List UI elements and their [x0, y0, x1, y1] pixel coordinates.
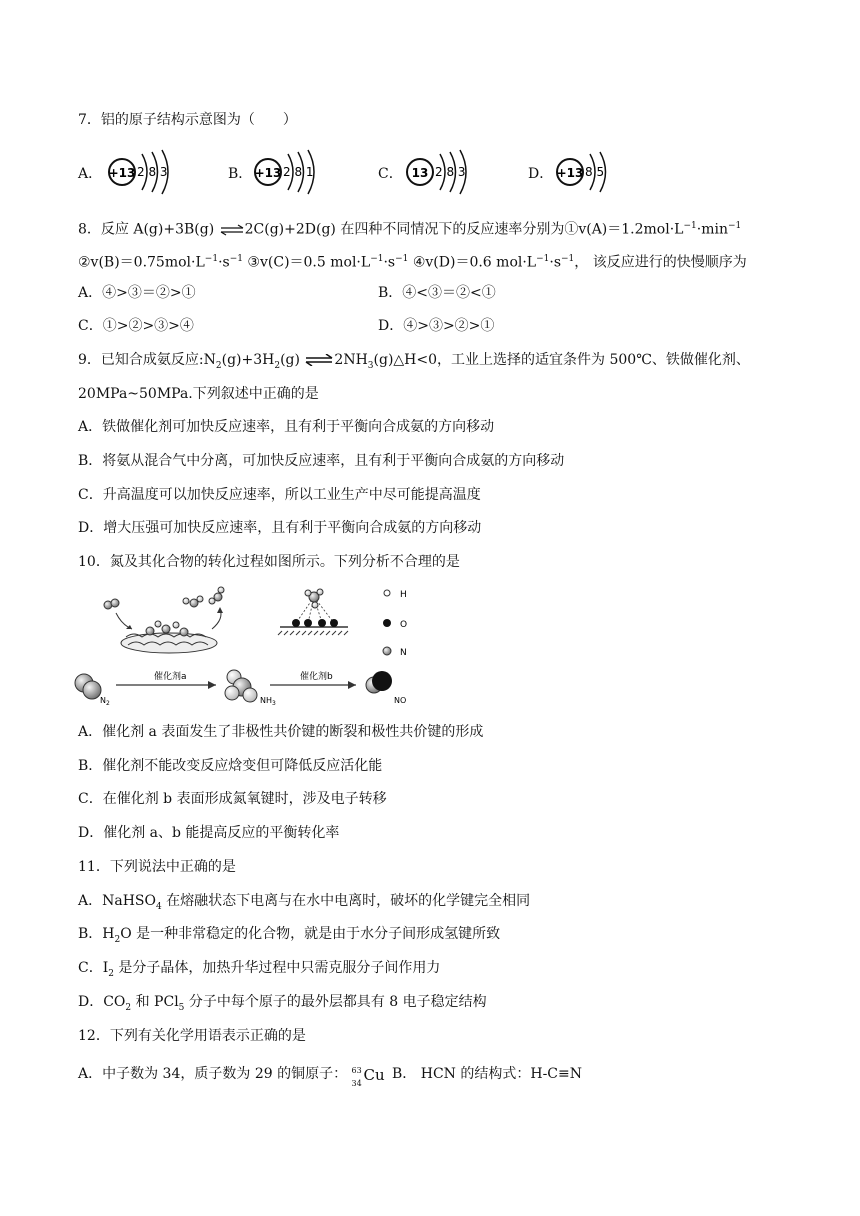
- q8-rate3: ③v(C)＝0.5 mol·L: [242, 254, 371, 271]
- catalyst-b-surface: [278, 589, 348, 635]
- q8-unit: ·s: [383, 254, 396, 271]
- q8-min: ·min: [696, 221, 728, 238]
- outgoing-molecules: [183, 587, 224, 629]
- arrow-b-head: [348, 681, 356, 689]
- svg-text:NH3: [260, 696, 276, 707]
- catalyst-b-label: 催化剂b: [300, 672, 333, 682]
- q9-sub: 2: [274, 360, 281, 371]
- atom-a-nucleus: +13: [108, 166, 136, 180]
- q8-option-c: C．①>②>③>④: [78, 318, 194, 334]
- q9-stem-line1: [78, 350, 750, 376]
- legend: [383, 590, 407, 658]
- q8-question: ， 该反应进行的快慢顺序为: [574, 254, 747, 271]
- q8-exp: −1: [727, 221, 742, 231]
- atom-b-nucleus: +13: [254, 166, 282, 180]
- n2-label: N: [100, 696, 106, 705]
- atom-c-shells: 2 8 3: [435, 165, 466, 179]
- no-molecule: [366, 671, 406, 705]
- incoming-molecules: [104, 599, 132, 629]
- q9-option-a: A．铁做催化剂可加快反应速率，且有利于平衡向合成氨的方向移动: [78, 419, 495, 435]
- q9-text: (g)△H<0，工业上选择的适宜条件为 500℃、铁做催化剂、: [373, 352, 750, 368]
- q9-option-b: B．将氨从混合气中分离，可加快反应速率，且有利于平衡向合成氨的方向移动: [78, 453, 565, 469]
- atom-a-shells: 2 8 3: [137, 165, 168, 179]
- q7-option-a: [78, 146, 188, 196]
- q12-option-b: B． HCN 的结构式：H-C≡N: [392, 1066, 582, 1082]
- q7-option-b: [228, 146, 338, 196]
- q8-unit: ·s: [549, 254, 562, 271]
- no-label: NO: [394, 696, 407, 705]
- q11-stem: 11．下列说法中正确的是: [78, 859, 236, 875]
- q7-option-b-label: B．: [228, 166, 253, 182]
- q8-exp: −1: [536, 254, 550, 264]
- q8-option-a: A．④>③＝②>①: [78, 285, 196, 301]
- catalyst-a-label: 催化剂a: [154, 672, 187, 682]
- q8-reactants: 8．反应 A(g)+3B(g): [78, 221, 215, 238]
- nitrogen-conversion-diagram: [74, 585, 434, 710]
- equilibrium-arrow-icon: [219, 224, 245, 236]
- nh3-molecule: [225, 670, 276, 707]
- q9-option-d: D．增大压强可加快反应速率，且有利于平衡向合成氨的方向移动: [78, 520, 482, 536]
- q7-option-d: [528, 146, 638, 196]
- q12-option-a: A．中子数为 34，质子数为 29 的铜原子：: [78, 1066, 348, 1082]
- q9-stem-line2: 20MPa~50MPa.下列叙述中正确的是: [78, 386, 319, 402]
- legend-h-label: H: [400, 590, 407, 600]
- q9-text: 2NH: [334, 352, 368, 368]
- q10-option-a: A．催化剂 a 表面发生了非极性共价键的断裂和极性共价键的形成: [78, 724, 484, 740]
- q10-option-d: D．催化剂 a、b 能提高反应的平衡转化率: [78, 825, 340, 841]
- q9-text: (g): [280, 352, 300, 368]
- q8-products-and-rate1: 2C(g)+2D(g) 在四种不同情况下的反应速率分别为①v(A)＝1.2mol·L: [244, 221, 684, 238]
- q10-option-c: C．在催化剂 b 表面形成氮氧键时，涉及电子转移: [78, 791, 387, 807]
- q11-option-d: D．$CO_2$ 和 PCl$_5$ 分子中每个原子的最外层都具有 8 电子稳定结构: [78, 994, 487, 1013]
- atom-diagram-d: [554, 146, 634, 196]
- q9-sub: 2: [215, 360, 222, 371]
- q9-option-c: C．升高温度可以加快反应速率，所以工业生产中尽可能提高温度: [78, 487, 481, 503]
- q7-option-a-label: A．: [78, 166, 103, 182]
- q8-exp: −1: [683, 221, 697, 231]
- q8-exp: −1: [204, 254, 219, 264]
- nh3-subscript: 3: [272, 700, 276, 707]
- q9-sub: 3: [367, 360, 374, 371]
- q8-exp: −1: [395, 254, 409, 264]
- q8-option-d: D．④>③>②>①: [378, 318, 495, 334]
- q7-stem: 7．铝的原子结构示意图为（ ）: [78, 112, 297, 128]
- q8-rate2: ②v(B)＝0.75mol·L: [78, 254, 205, 271]
- q11-option-a: A．NaHSO$_4$ 在熔融状态下电离与在水中电离时，破坏的化学键完全相同: [78, 893, 531, 912]
- q7-option-c: [378, 146, 488, 196]
- q12-stem: 12．下列有关化学用语表示正确的是: [78, 1028, 306, 1044]
- q8-rate4: ④v(D)＝0.6 mol·L: [408, 254, 537, 271]
- isotope-mass-number: 63: [351, 1066, 362, 1075]
- legend-o-label: O: [400, 620, 408, 630]
- q8-exp: −1: [561, 254, 575, 264]
- q10-stem: 10．氮及其化合物的转化过程如图所示。下列分析不合理的是: [78, 554, 460, 570]
- atom-diagram-c: [404, 146, 484, 196]
- q8-stem-line2: [78, 249, 747, 273]
- q8-exp: −1: [370, 254, 384, 264]
- atom-diagram-b: [252, 146, 332, 196]
- q10-option-b: B．催化剂不能改变反应焓变但可降低反应活化能: [78, 758, 383, 774]
- q8-stem-line1: [78, 216, 741, 240]
- legend-n-label: N: [400, 648, 407, 658]
- isotope-lower-number: 34: [351, 1079, 362, 1088]
- equilibrium-arrow-icon: [304, 354, 334, 366]
- q11-option-b: B．$H_2O$ 是一种非常稳定的化合物，就是由于水分子间形成氢键所致: [78, 926, 501, 945]
- copper-isotope-notation: [351, 1064, 385, 1088]
- arrow-a-head: [208, 681, 216, 689]
- q12-options-line: [78, 1064, 582, 1088]
- atom-b-shells: 2 8 1: [283, 165, 314, 179]
- q11-option-c: C．$I_2$ 是分子晶体，加热升华过程中只需克服分子间作用力: [78, 960, 441, 979]
- isotope-symbol: Cu: [363, 1066, 385, 1084]
- svg-text:N2: [100, 696, 110, 707]
- q8-unit: ·s: [218, 254, 230, 271]
- q8-exp: −1: [229, 254, 243, 264]
- q8-option-b: B．④<③＝②<①: [378, 285, 496, 301]
- catalyst-a-surface: [121, 621, 217, 653]
- n2-subscript: 2: [105, 700, 110, 707]
- q9-text: (g)+3H: [221, 352, 275, 368]
- atom-diagram-a: [106, 146, 186, 196]
- atom-c-nucleus: 13: [411, 166, 429, 180]
- q7-option-c-label: C．: [378, 166, 403, 182]
- atom-d-nucleus: +13: [556, 166, 584, 180]
- n2-molecule: [75, 674, 110, 707]
- nh3-label: NH: [260, 696, 272, 705]
- atom-d-shells: 8 5: [585, 165, 605, 179]
- q9-text: 9．已知合成氨反应:N: [78, 352, 216, 368]
- q7-option-d-label: D．: [528, 166, 554, 182]
